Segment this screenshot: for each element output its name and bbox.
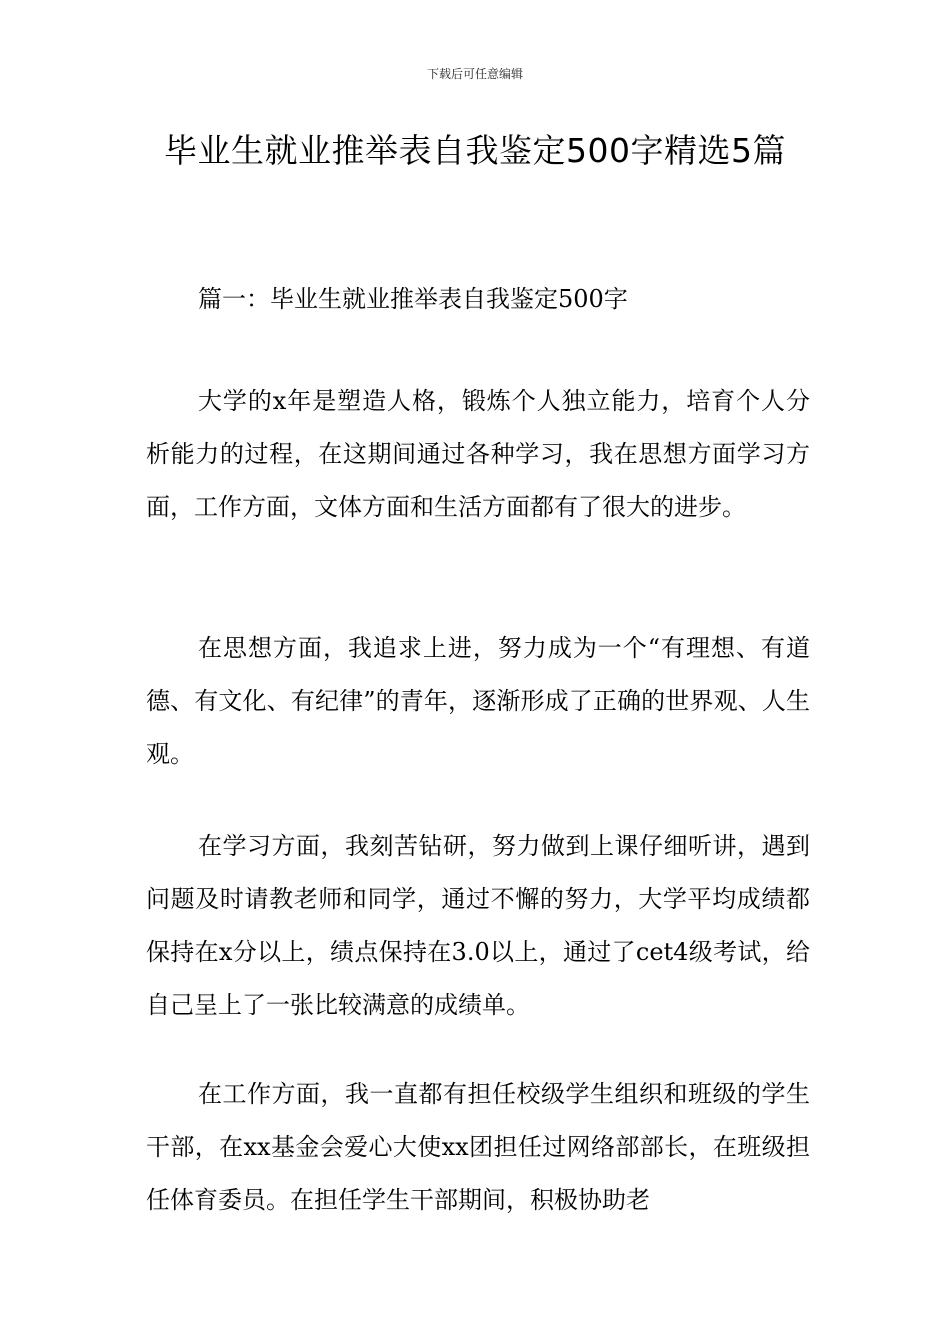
paragraph-thought: 在思想方面，我追求上进，努力成为一个“有理想、有道德、有文化、有纪律”的青年，逐渐形成了正确的世界观、人生观。	[146, 634, 810, 768]
section-heading: 篇一：毕业生就业推举表自我鉴定500字	[198, 285, 628, 313]
paragraph-work: 在工作方面，我一直都有担任校级学生组织和班级的学生干部，在xx基金会爱心大使xx团担任过网络部部长，在班级担任体育委员。在担任学生干部期间，积极协助老	[146, 1080, 810, 1214]
document-title: 毕业生就业推举表自我鉴定500字精选5篇	[164, 131, 786, 170]
paragraph-intro: 大学的x年是塑造人格，锻炼个人独立能力，培育个人分析能力的过程，在这期间通过各种学习，我在思想方面学习方面，工作方面，文体方面和生活方面都有了很大的进步。	[146, 387, 810, 521]
paragraph-study: 在学习方面，我刻苦钻研，努力做到上课仔细听讲，遇到问题及时请教老师和同学，通过不懈的努力，大学平均成绩都保持在x分以上，绩点保持在3.0以上，通过了cet4级考试，给自己呈上了一张比较满意的成绩单。	[146, 832, 810, 1019]
header-note: 下载后可任意编辑	[426, 67, 523, 81]
